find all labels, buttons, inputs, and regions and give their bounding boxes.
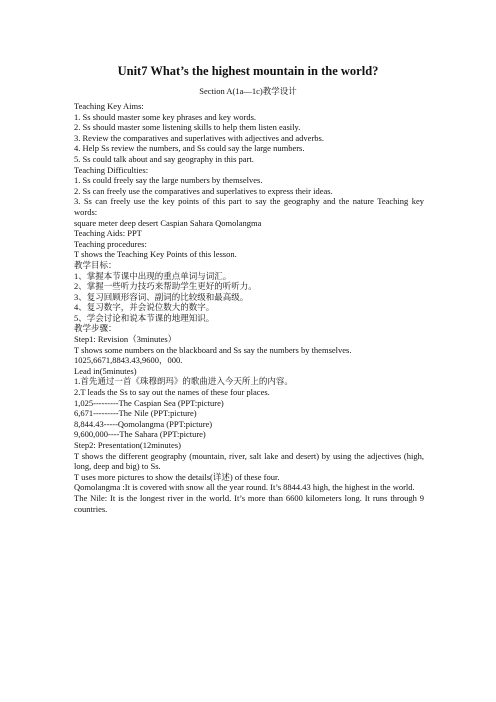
text-line: Lead in(5minutes) bbox=[74, 365, 137, 376]
text-line: T shows some numbers on the blackboard and Ss say the numbers by themselves. bbox=[74, 344, 352, 355]
text-line: 2.T leads the Ss to say out the names of these four places. bbox=[74, 387, 270, 398]
text-line: 1. Ss should master some key phrases and key words. bbox=[74, 111, 257, 122]
text-paragraph: T shows the different geography (mountain, river, salt lake and desert) by using the adjectives (high, long, deep and big) to Ss. bbox=[74, 450, 424, 472]
text-line: Teaching Difficulties: bbox=[74, 164, 149, 175]
text-line: 1,025---------The Caspian Sea (PPT:picture) bbox=[74, 397, 224, 408]
text-line: 9,600,000----The Sahara (PPT:picture) bbox=[74, 429, 206, 440]
document-subtitle: Section A(1a—1c)教学设计 bbox=[199, 86, 297, 96]
text-line: 2. Ss should master some listening skills to help them listen easily. bbox=[74, 122, 301, 133]
text-line: T shows the Teaching Key Points of this lesson. bbox=[74, 249, 237, 260]
text-line: square meter deep desert Caspian Sahara Qomolangma bbox=[74, 217, 262, 228]
text-line: 5. Ss could talk about and say geography in this part. bbox=[74, 153, 254, 164]
text-line: 1、掌握本节课中出现的重点单词与词汇。 bbox=[74, 270, 232, 281]
text-line: 1.首先通过一首《珠穆朗玛》的歌曲进入今天所上的内容。 bbox=[74, 376, 293, 387]
text-line: 1. Ss could freely say the large numbers by themselves. bbox=[74, 175, 263, 186]
text-line: 教学步骤： bbox=[74, 323, 117, 334]
document-title: Unit7 What’s the highest mountain in the world? bbox=[117, 64, 379, 78]
text-line: 1025,6671,8843.43,9600，000. bbox=[74, 355, 183, 366]
text-line: 2、掌握一些听力技巧来帮助学生更好的听听力。 bbox=[74, 281, 257, 292]
text-line: 5、学会讨论和说本节课的地理知识。 bbox=[74, 312, 215, 323]
document-body bbox=[74, 101, 424, 514]
text-line: 4. Help Ss review the numbers, and Ss could say the large numbers. bbox=[74, 143, 305, 154]
text-line: 3、复习回顾形容词、副词的比较级和最高级。 bbox=[74, 291, 249, 302]
text-paragraph: 3. Ss can freely use the key points of this part to say the geography and the nature Teaching key words: bbox=[74, 196, 424, 217]
text-line: 6,671---------The Nile (PPT:picture) bbox=[74, 408, 197, 419]
text-line: Step2: Presentation(12minutes) bbox=[74, 440, 181, 450]
text-line: Teaching Aids: PPT bbox=[74, 228, 142, 239]
text-line: 8,844.43-----Qomolangma (PPT:picture) bbox=[74, 418, 213, 429]
text-line: Step1: Revision（3minutes） bbox=[74, 334, 177, 345]
text-line: 2. Ss can freely use the comparatives and superlatives to express their ideas. bbox=[74, 185, 333, 196]
text-line: 教学目标： bbox=[74, 259, 117, 270]
text-line: Teaching Key Aims: bbox=[74, 101, 144, 111]
text-line: Teaching procedures: bbox=[74, 238, 147, 249]
text-line: 4、复习数字，并会说位数大的数字。 bbox=[74, 302, 215, 313]
text-paragraph: The Nile: It is the longest river in the world. It’s more than 6600 kilometers long. It runs through 9 countries. bbox=[74, 492, 424, 514]
text-line: 3. Review the comparatives and superlatives with adjectives and adverbs. bbox=[74, 132, 324, 143]
text-paragraph: Qomolangma :It is covered with snow all the year round. It’s 8844.43 high, the highest in the world. bbox=[74, 482, 415, 493]
text-line: T uses more pictures to show the details(详述) of these four. bbox=[74, 471, 280, 482]
